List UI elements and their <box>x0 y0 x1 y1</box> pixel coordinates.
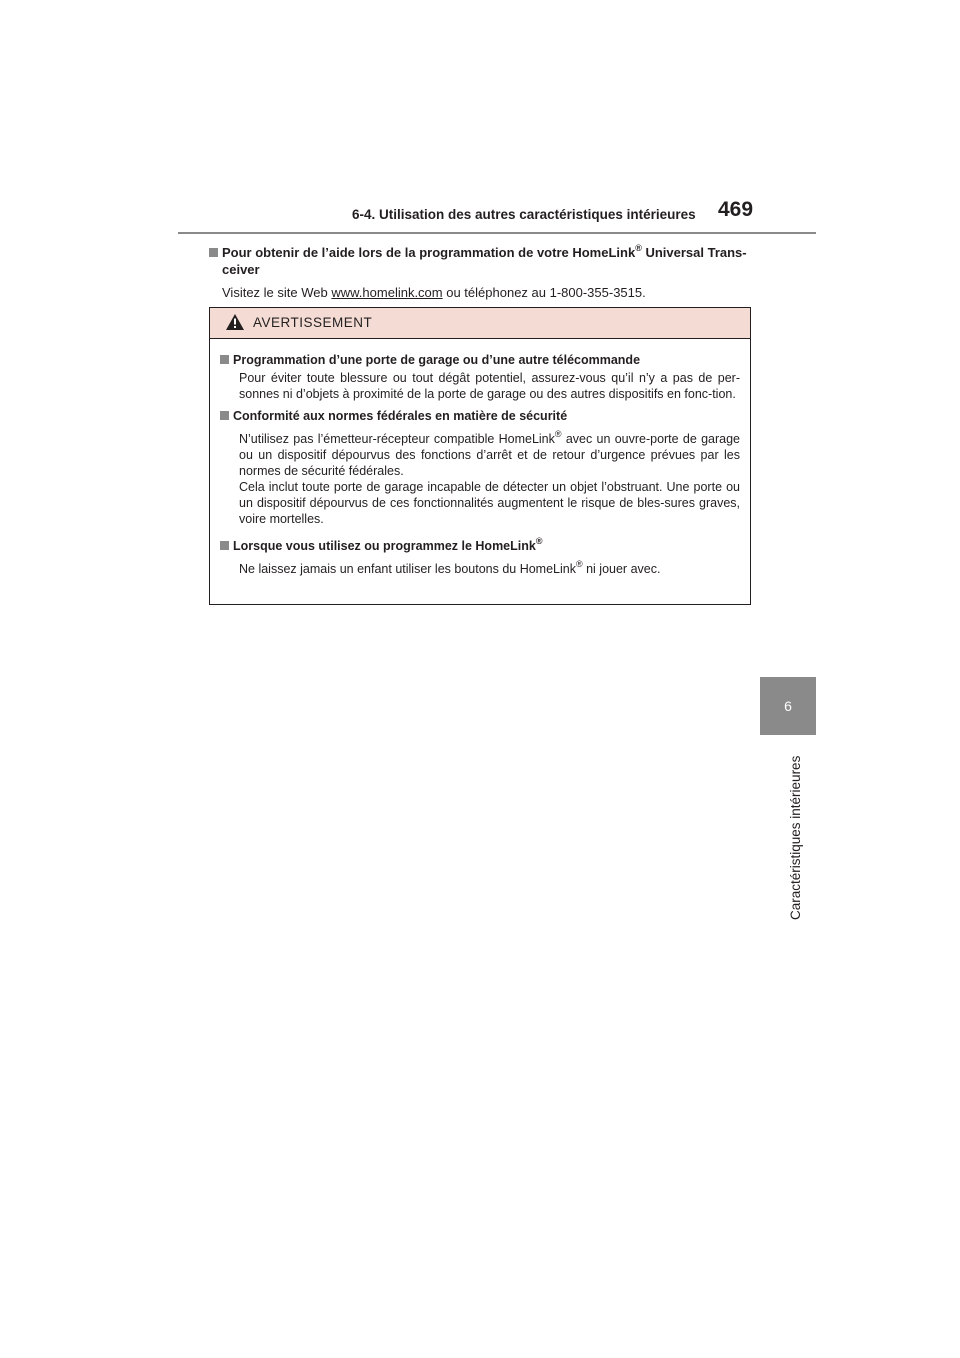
registered-mark: ® <box>575 559 583 569</box>
section-title: 6-4. Utilisation des autres caractéristiques intérieures <box>352 207 696 222</box>
warning-item-body: Pour éviter toute blessure ou tout dégât potentiel, assurez-vous qu’il n’y a pas de per-sonnes ni d’objets à proximité de la porte de garage ou des autres dispositifs en fonc-tion. <box>239 371 740 401</box>
header-divider <box>178 232 816 234</box>
chapter-title: Caractéristiques intérieures <box>788 755 803 920</box>
warning-item-body-text: N’utilisez pas l’émetteur-récepteur compatible HomeLink <box>239 432 555 446</box>
info-body-text: Visitez le site Web <box>222 285 332 300</box>
square-bullet-icon <box>220 541 229 550</box>
info-title-text-end: Universal Trans-ceiver <box>222 245 747 277</box>
registered-mark: ® <box>535 536 543 546</box>
info-block <box>209 240 754 301</box>
warning-item-title <box>220 352 740 368</box>
registered-mark: ® <box>554 429 562 439</box>
warning-box <box>209 307 751 605</box>
info-title-text: Pour obtenir de l’aide lors de la programmation de votre HomeLink <box>222 245 636 260</box>
info-body-text-end: ou téléphonez au 1-800-355-3515. <box>442 285 646 300</box>
warning-item-title-text: Lorsque vous utilisez ou programmez le HomeLink <box>233 539 536 553</box>
warning-item-title <box>220 533 740 554</box>
registered-mark: ® <box>635 243 642 253</box>
warning-label: AVERTISSEMENT <box>253 315 373 330</box>
warning-item-title <box>220 408 740 424</box>
warning-item-body <box>239 556 740 577</box>
warning-item-title-text: Conformité aux normes fédérales en matière de sécurité <box>233 409 568 423</box>
info-title <box>209 240 754 278</box>
warning-item-title-text: Programmation d’une porte de garage ou d’une autre télécommande <box>233 353 641 367</box>
chapter-tab <box>760 677 816 735</box>
square-bullet-icon <box>220 411 229 420</box>
warning-items <box>210 339 750 577</box>
warning-item-body <box>239 426 740 527</box>
warning-header <box>210 308 750 339</box>
homelink-website-link[interactable]: www.homelink.com <box>331 285 443 300</box>
warning-item-body-text-end: ni jouer avec. <box>582 562 661 576</box>
warning-item-body-text: Ne laissez jamais un enfant utiliser les boutons du HomeLink <box>239 562 576 576</box>
warning-item-body-text-end: avec un ouvre-porte de garage ou un dispositif dépourvus des fonctions d’arrêt et de retour d’urgence prévues par les normes de sécurité fédérales. <box>239 432 741 478</box>
page-number: 469 <box>718 198 754 221</box>
warning-triangle-icon <box>226 314 244 330</box>
info-body <box>222 284 754 301</box>
chapter-number: 6 <box>784 698 792 714</box>
warning-item-body-text-extra: Cela inclut toute porte de garage incapable de détecter un objet l’obstruant. Une porte ou un dispositif dépourvus de ces fonctionnalités augmentent le risque de bles-sures graves, voire mortelles. <box>239 480 740 526</box>
square-bullet-icon <box>220 355 229 364</box>
square-bullet-icon <box>209 248 218 257</box>
